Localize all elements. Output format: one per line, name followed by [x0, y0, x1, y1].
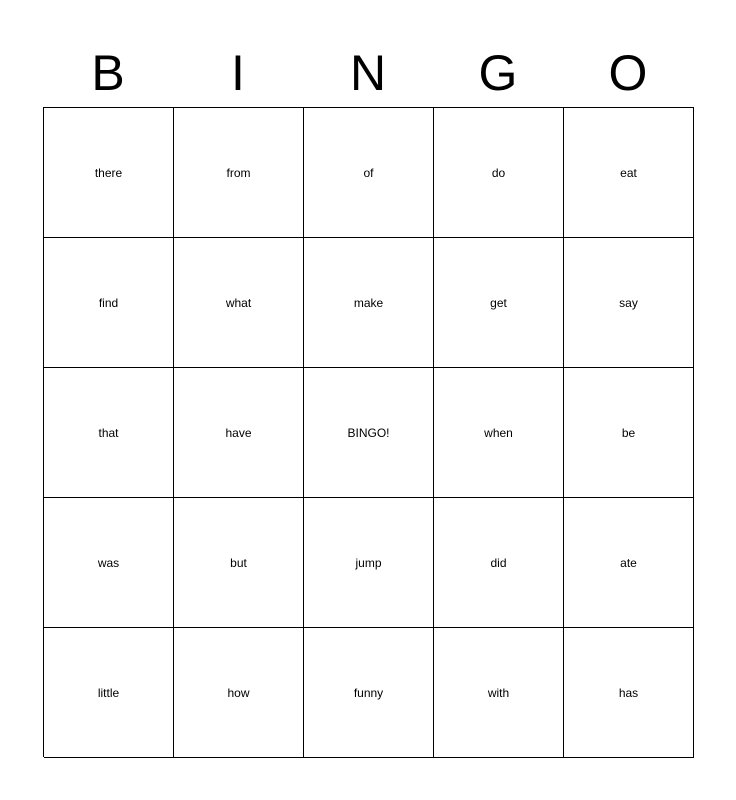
- header-letter-b: B: [91, 45, 125, 101]
- bingo-cell: when: [434, 368, 564, 498]
- bingo-cell: with: [434, 628, 564, 758]
- bingo-cell: funny: [304, 628, 434, 758]
- bingo-cell: little: [44, 628, 174, 758]
- header-letter-g: G: [478, 45, 518, 101]
- bingo-card-grid: [43, 107, 694, 757]
- bingo-cell: did: [434, 498, 564, 628]
- bingo-cell: of: [304, 108, 434, 238]
- bingo-header: [43, 40, 693, 106]
- header-letter-n: N: [349, 45, 387, 101]
- bingo-cell: but: [174, 498, 304, 628]
- bingo-cell: get: [434, 238, 564, 368]
- header-letter-o: O: [608, 45, 648, 101]
- bingo-cell: jump: [304, 498, 434, 628]
- bingo-cell: ate: [564, 498, 694, 628]
- header-letter-i: I: [231, 45, 245, 101]
- bingo-cell: that: [44, 368, 174, 498]
- bingo-cell: eat: [564, 108, 694, 238]
- free-space-cell: BINGO!: [304, 368, 434, 498]
- bingo-cell: from: [174, 108, 304, 238]
- bingo-cell: make: [304, 238, 434, 368]
- bingo-cell: have: [174, 368, 304, 498]
- bingo-cell: has: [564, 628, 694, 758]
- bingo-cell: what: [174, 238, 304, 368]
- bingo-cell: how: [174, 628, 304, 758]
- bingo-cell: say: [564, 238, 694, 368]
- bingo-cell: was: [44, 498, 174, 628]
- bingo-cell: find: [44, 238, 174, 368]
- bingo-cell: there: [44, 108, 174, 238]
- bingo-cell: do: [434, 108, 564, 238]
- bingo-cell: be: [564, 368, 694, 498]
